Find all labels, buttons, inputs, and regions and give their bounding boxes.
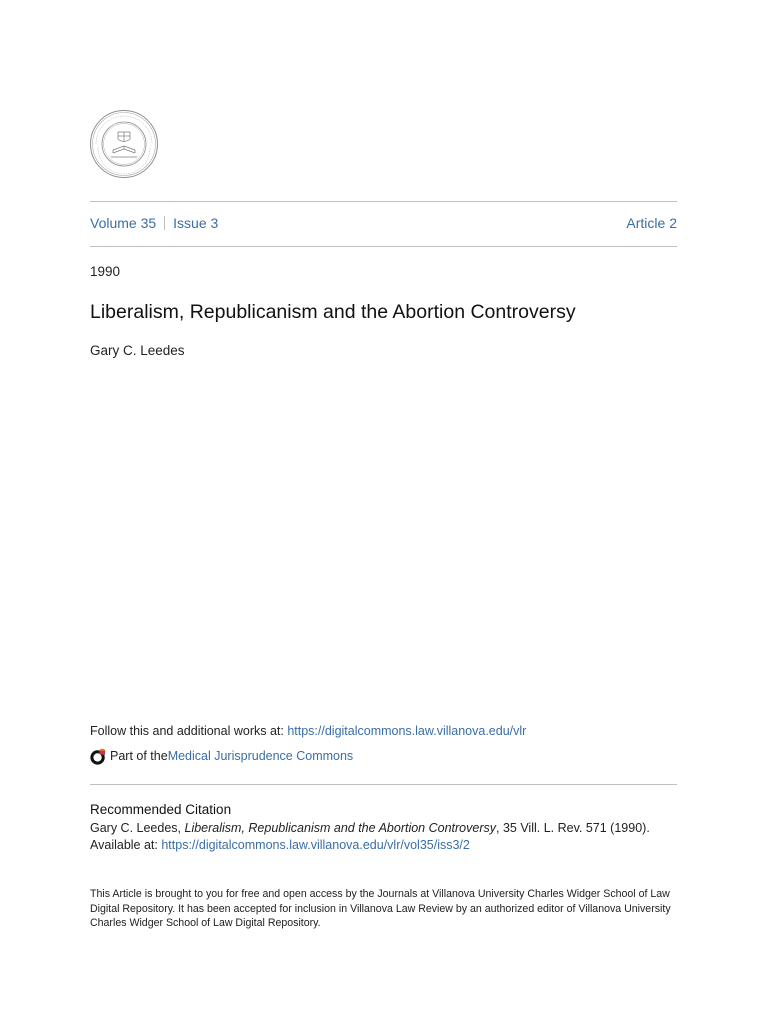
article-author: Gary C. Leedes [90, 343, 185, 358]
citation-available-prefix: Available at: [90, 838, 162, 852]
citation-reference: , 35 Vill. L. Rev. 571 (1990). [496, 821, 650, 835]
issue-navigation [90, 214, 677, 232]
issue-divider [90, 246, 677, 247]
recommended-citation-heading: Recommended Citation [90, 802, 232, 817]
top-divider [90, 201, 677, 202]
article-title: Liberalism, Republicanism and the Abortion Controversy [90, 301, 576, 323]
part-of-prefix: Part of the [110, 749, 168, 763]
issue-separator [164, 216, 165, 230]
medical-jurisprudence-commons-link[interactable]: Medical Jurisprudence Commons [167, 749, 354, 763]
citation-url-link[interactable]: https://digitalcommons.law.villanova.edu/vlr/vol35/iss3/2 [161, 838, 470, 852]
citation-title: Liberalism, Republicanism and the Abortion Controversy [184, 821, 496, 835]
follow-url-link[interactable]: https://digitalcommons.law.villanova.edu/vlr [287, 724, 527, 738]
volume-link[interactable]: Volume 35 [90, 215, 157, 231]
part-of-line [90, 747, 353, 765]
commons-network-icon [90, 748, 107, 765]
publication-year: 1990 [90, 264, 121, 279]
article-link[interactable]: Article 2 [626, 215, 677, 231]
school-seal-logo [89, 108, 159, 180]
issue-link[interactable]: Issue 3 [173, 215, 219, 231]
open-access-notice: This Article is brought to you for free and open access by the Journals at Villanova University Charles Widger School of Law Digital Repository. It has been accepted for inclusion in Villanova Law Review by an authorized editor of Villanova University Charles Widger School of Law Digital Repository. [90, 888, 671, 929]
citation-author: Gary C. Leedes, [90, 821, 185, 835]
recommended-citation-text [90, 820, 690, 854]
follow-line [90, 723, 526, 739]
follow-prefix: Follow this and additional works at: [90, 724, 288, 738]
citation-divider [90, 784, 677, 785]
